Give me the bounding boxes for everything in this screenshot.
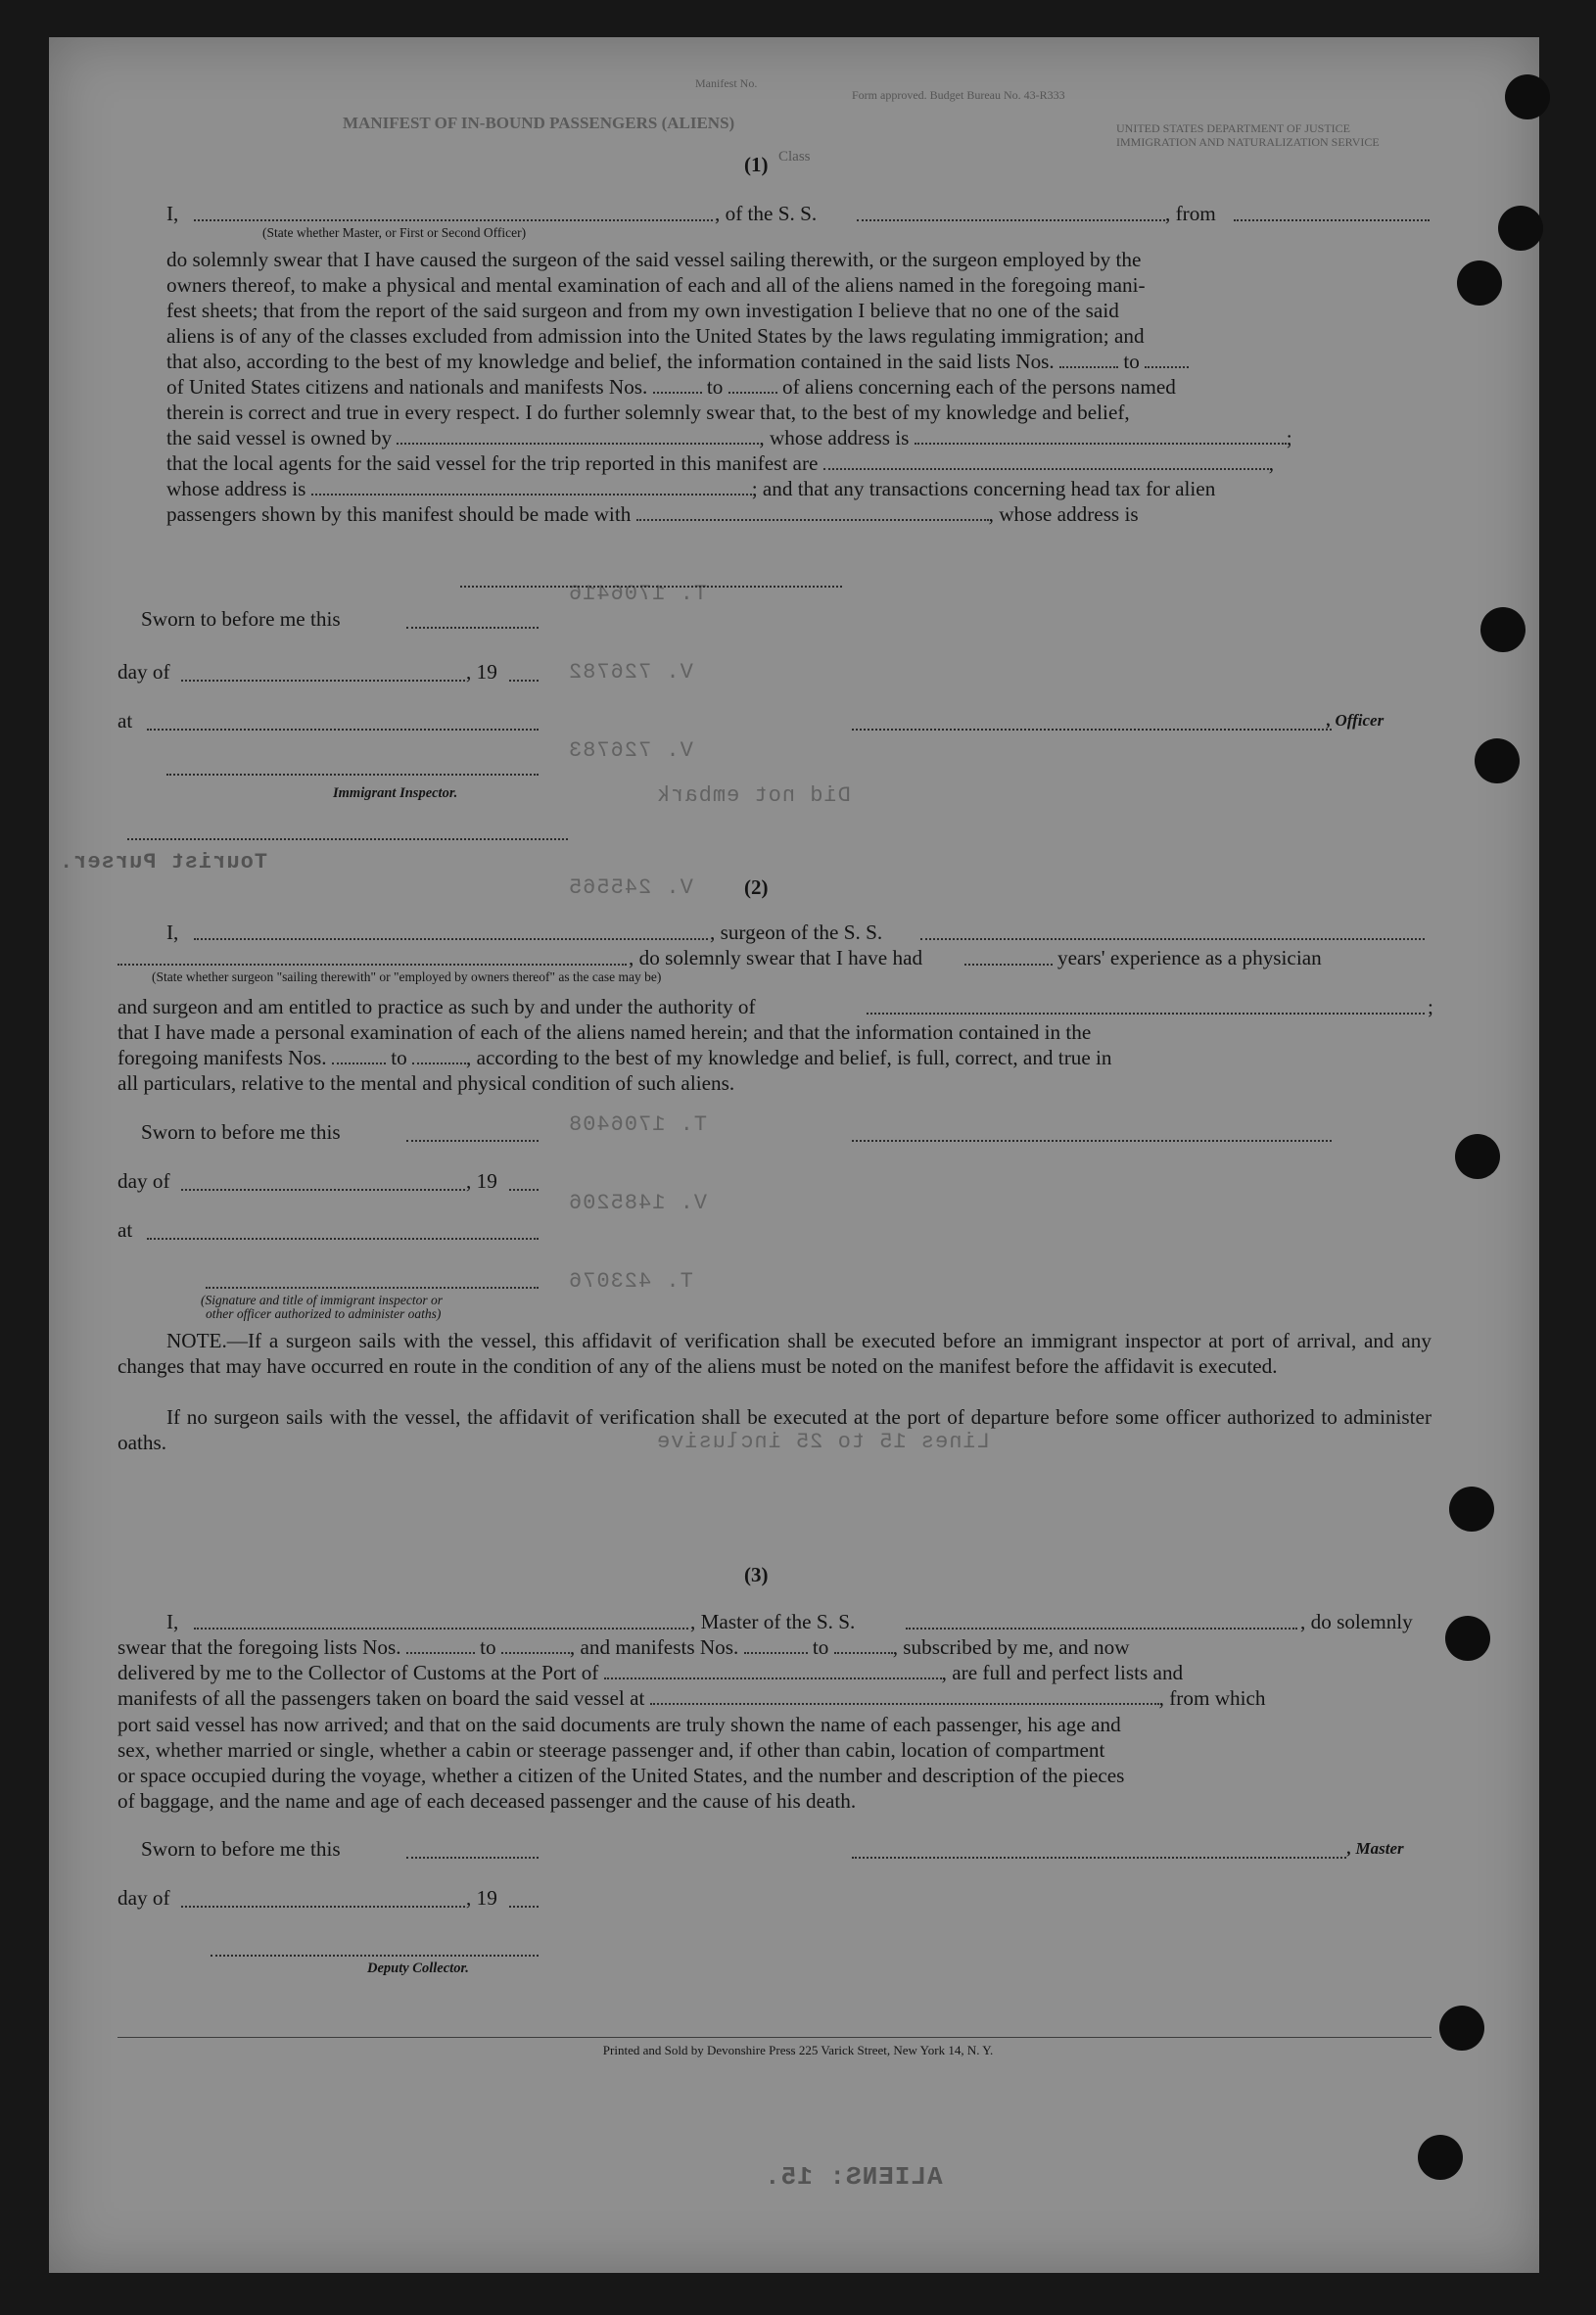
- section-2-line-3: foregoing manifests Nos. to , according to the best of my knowledge and belief, is full, correct, and true in: [117, 1046, 1112, 1069]
- surgeon-note-2: If no surgeon sails with the vessel, the affidavit of verification shall be executed at the port of departure before some officer authorized to administer oaths.: [117, 1405, 1432, 1454]
- section-2-line-1: and surgeon and am entitled to practice as such by and under the authority of: [117, 995, 756, 1018]
- binder-hole: [1457, 260, 1502, 306]
- deputy-collector-signature-field[interactable]: [211, 1955, 539, 1957]
- section-2-line-2: that I have made a personal examination of each of the aliens named herein; and that the information contained in the: [117, 1020, 1092, 1044]
- bleed-through-text: Did not embark: [656, 783, 851, 808]
- bleed-through-text: T. 1706408: [568, 1112, 708, 1137]
- sworn-date-field-1[interactable]: [406, 627, 539, 629]
- surgeon-signature-field[interactable]: [852, 1140, 1332, 1142]
- vessel-name-field[interactable]: [857, 219, 1165, 221]
- manifest-page: [49, 37, 1539, 2273]
- footer-rule: [117, 2037, 1432, 2038]
- manifest-title: MANIFEST OF IN-BOUND PASSENGERS (ALIENS): [343, 114, 735, 132]
- master-signature-field[interactable]: [852, 1857, 1346, 1859]
- deputy-collector-caption: Deputy Collector.: [367, 1961, 469, 1976]
- binder-hole: [1418, 2135, 1463, 2180]
- binder-hole: [1449, 1487, 1494, 1532]
- year-field-1[interactable]: [509, 680, 539, 682]
- year-label-3: , 19: [466, 1886, 497, 1910]
- section-3-paragraph: port said vessel has now arrived; and that on the said documents are truly shown the name of each passenger, his age and sex, whether married or single, whether a cabin or steerage passenger and, if other than cabin, location of compartment or space occupied during the voyage, whether a citizen of the United States, and the number and description of the pieces of baggage, and the name and age of each deceased passenger and the cause of his death.: [117, 1713, 1125, 1813]
- sworn-label-1: Sworn to before me this: [141, 607, 341, 631]
- binder-hole: [1445, 1616, 1490, 1661]
- day-of-label-1: day of: [117, 660, 170, 684]
- day-of-label-3: day of: [117, 1886, 170, 1910]
- officer-label: , Officer: [1327, 711, 1385, 730]
- inspector-signature-field-1[interactable]: [166, 774, 539, 776]
- master-label: , Master: [1347, 1839, 1404, 1858]
- department-name: UNITED STATES DEPARTMENT OF JUSTICE: [1116, 121, 1351, 135]
- form-approved: Form approved. Budget Bureau No. 43-R333: [852, 88, 1065, 102]
- bleed-through-text: T. 423076: [568, 1269, 693, 1294]
- master-of-label: , Master of the S. S.: [690, 1610, 856, 1633]
- section-3-line-3: manifests of all the passengers taken on board the said vessel at , from which: [117, 1686, 1266, 1710]
- bleed-through-text: V. 1485206: [568, 1191, 708, 1215]
- service-name: IMMIGRATION AND NATURALIZATION SERVICE: [1116, 135, 1380, 149]
- section-3-line-1: swear that the foregoing lists Nos. to , and manifests Nos. to , subscribed by me, and now: [117, 1635, 1130, 1659]
- section-3-number: (3): [744, 1563, 769, 1586]
- master-name-field-3[interactable]: [194, 1628, 688, 1630]
- bleed-through-text: V. 245565: [568, 875, 693, 900]
- bleed-through-text: ALIENS: 15.: [764, 2162, 943, 2192]
- day-of-field-3[interactable]: [181, 1906, 465, 1908]
- immigrant-inspector-caption: Immigrant Inspector.: [333, 785, 458, 801]
- address-continued-field[interactable]: [460, 586, 842, 588]
- section-3-i-label: I,: [166, 1610, 179, 1633]
- sworn-date-field-3[interactable]: [406, 1857, 539, 1859]
- departure-port-field[interactable]: [1234, 219, 1430, 221]
- do-solemnly-label: , do solemnly: [1300, 1610, 1413, 1633]
- binder-hole: [1505, 74, 1550, 119]
- day-of-label-2: day of: [117, 1169, 170, 1193]
- section-1-paragraph: do solemnly swear that I have caused the surgeon of the said vessel sailing therewith, or the surgeon employed by the owners thereof, to make a physical and mental examination of each and all of the aliens named in the foregoing mani- fest sheets; that from the report of the said surgeon and from my own investigation I believe that no one of the said aliens is of any of the classes excluded from admission into the United States by the laws regulating immigration; and that also, according to the best of my knowledge and belief, the information contained in the said lists Nos. to of United States citizens and nationals and manifests Nos. to of aliens concerning each of the persons named therein is correct and true in every respect. I do further solemnly swear that, to the best of my knowledge and belief, the said vessel is owned by , whose address is ; that the local agents for the said vessel for the trip reported in this manifest are , whose address is ; and that any transactions concerning head tax for alien passengers shown by this manifest should be made with , whose address is: [166, 248, 1292, 526]
- at-field-2[interactable]: [147, 1238, 539, 1240]
- years-experience-label: years' experience as a physician: [1057, 946, 1322, 969]
- manifest-no: Manifest No.: [695, 76, 758, 90]
- surgeon-of-label: , surgeon of the S. S.: [710, 921, 883, 944]
- vessel-name-field-3[interactable]: [906, 1628, 1297, 1630]
- inspector-signature-field-2[interactable]: [206, 1287, 539, 1289]
- surgeon-vessel-field[interactable]: [920, 938, 1425, 940]
- sworn-label-3: Sworn to before me this: [141, 1837, 341, 1861]
- year-label-2: , 19: [466, 1169, 497, 1193]
- year-field-2[interactable]: [509, 1189, 539, 1191]
- solemnly-label: , do solemnly swear that I have had: [629, 946, 923, 969]
- binder-hole: [1439, 2006, 1484, 2051]
- section-1-number: (1): [744, 153, 769, 176]
- printer-imprint: Printed and Sold by Devonshire Press 225 Varick Street, New York 14, N. Y.: [602, 2043, 994, 2057]
- bleed-through-text: Lines 15 to 25 inclusive: [656, 1430, 990, 1454]
- semicolon: ;: [1428, 995, 1433, 1018]
- class-label: Class: [778, 149, 811, 165]
- surgeon-note-1: NOTE.—If a surgeon sails with the vessel, this affidavit of verification shall be executed before an immigrant inspector at port of arrival, and any changes that may have occurred en route in the condition of any of the aliens must be noted on the manifest before the affidavit is executed.: [117, 1329, 1432, 1378]
- day-of-field-2[interactable]: [181, 1189, 465, 1191]
- bleed-through-text: V. 726783: [568, 738, 693, 763]
- surgeon-name-field[interactable]: [194, 938, 708, 940]
- from-label: , from: [1165, 202, 1216, 225]
- binder-hole: [1475, 738, 1520, 783]
- surgeon-state-note: (State whether surgeon "sailing therewith" or "employed by owners thereof" as the case may be): [152, 969, 662, 984]
- bleed-through-text: Tourist Purser.: [59, 850, 268, 874]
- bleed-through-text: V. 726782: [568, 660, 693, 685]
- years-experience-field[interactable]: [964, 964, 1053, 966]
- binder-hole: [1480, 607, 1526, 652]
- at-field-1[interactable]: [147, 729, 539, 731]
- sworn-label-2: Sworn to before me this: [141, 1120, 341, 1144]
- at-label-2: at: [117, 1218, 133, 1242]
- section-3-line-2: delivered by me to the Collector of Customs at the Port of , are full and perfect lists and: [117, 1661, 1184, 1684]
- section-2-i-label: I,: [166, 921, 179, 944]
- day-of-field-1[interactable]: [181, 680, 465, 682]
- section-2-number: (2): [744, 875, 769, 899]
- binder-hole: [1455, 1134, 1500, 1179]
- master-state-note: (State whether Master, or First or Second Officer): [262, 225, 527, 240]
- signature-note-1: (Signature and title of immigrant inspector or: [201, 1293, 443, 1307]
- authority-field[interactable]: [867, 1013, 1425, 1015]
- section-2-line-4: all particulars, relative to the mental and physical condition of such aliens.: [117, 1071, 735, 1095]
- binder-hole: [1498, 206, 1543, 251]
- year-field-3[interactable]: [509, 1906, 539, 1908]
- officer-signature-field[interactable]: [852, 729, 1332, 731]
- year-label-1: , 19: [466, 660, 497, 684]
- sworn-date-field-2[interactable]: [406, 1140, 539, 1142]
- signature-note-2: other officer authorized to administer oaths): [206, 1306, 442, 1321]
- bleed-through-text: T. 1706416: [568, 582, 708, 606]
- section-1-i-label: I,: [166, 202, 179, 225]
- at-label-1: at: [117, 709, 133, 732]
- separator-dots: [127, 838, 568, 840]
- surgeon-status-field[interactable]: [117, 964, 627, 966]
- master-name-field[interactable]: [194, 219, 713, 221]
- of-the-ss-label: , of the S. S.: [715, 202, 818, 225]
